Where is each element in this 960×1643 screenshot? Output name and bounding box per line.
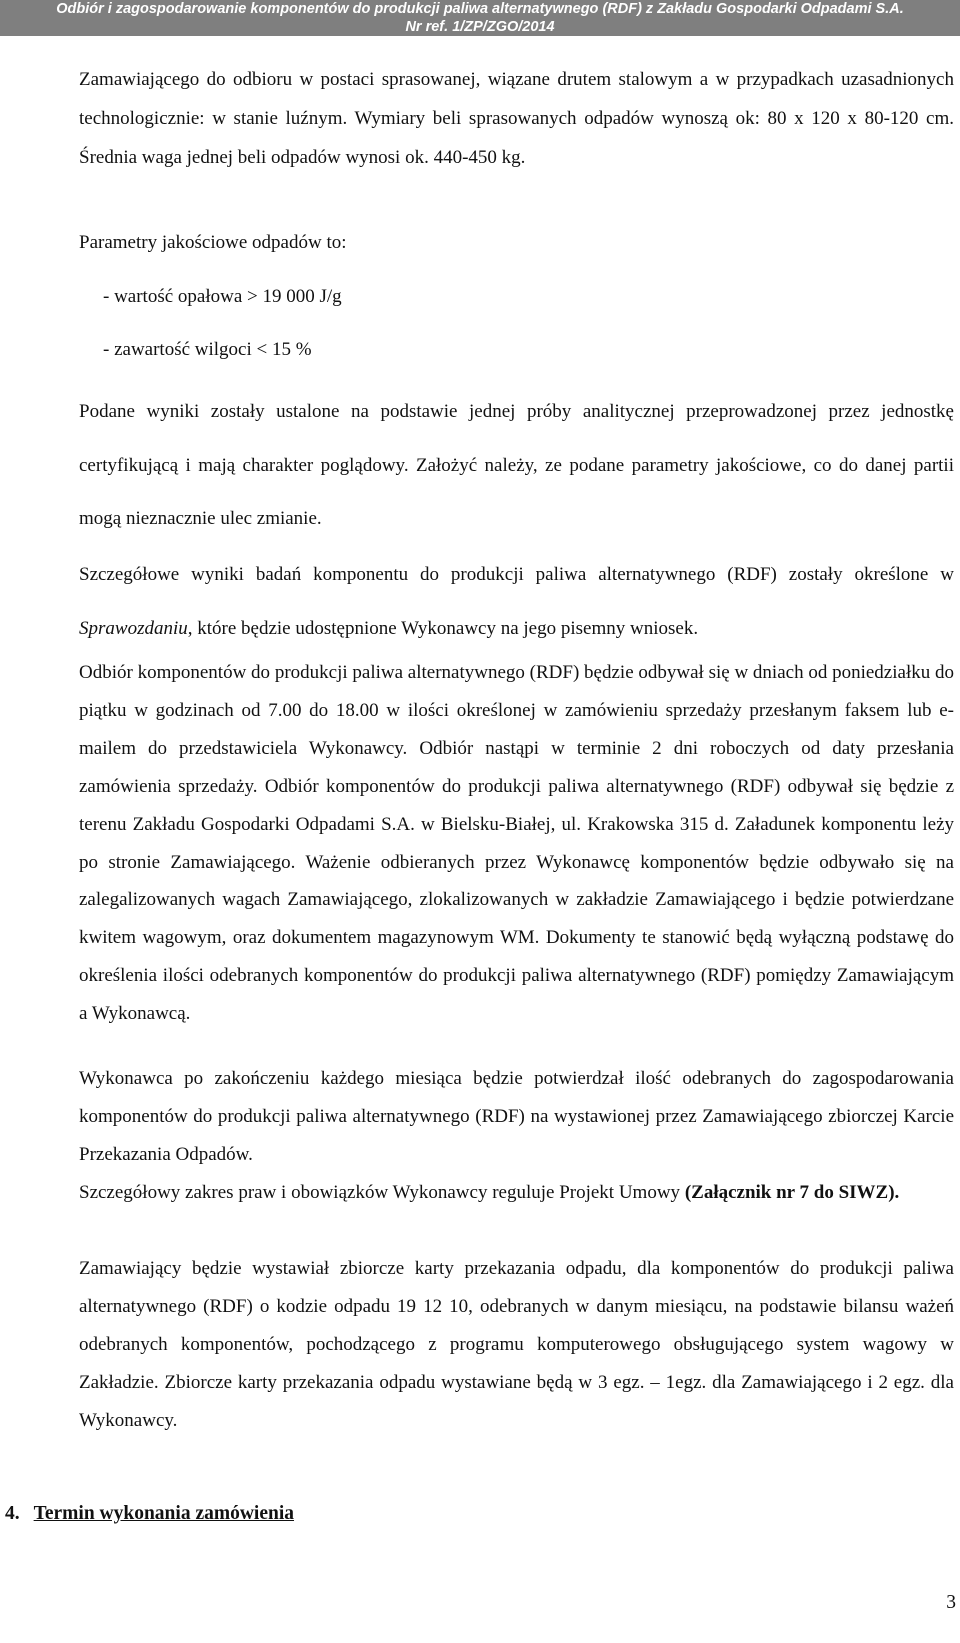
paragraph-quality-intro: Parametry jakościowe odpadów to: bbox=[79, 232, 347, 253]
paragraph-monthly-confirmation: Wykonawca po zakończeniu każdego miesiąca będzie potwierdzał ilość odebranych do zagospodarowania komponentów do produkcji paliwa alternatywnego (RDF) na wystawionej przez Zamawiającego zbiorczej Karcie Przekazania Odpadów. bbox=[79, 1068, 954, 1165]
page-header bbox=[0, 0, 960, 36]
paragraph-detailed-results bbox=[79, 548, 954, 655]
paragraph-results: Podane wyniki zostały ustalone na podstawie jednej próby analitycznej przeprowadzonej przez jednostkę certyfikującą i mają charakter poglądowy. Założyć należy, ze podane parametry jakościowe, co do danej partii mogą nieznacznie ulec zmianie. bbox=[79, 401, 954, 529]
quality-param-calorific: - wartość opałowa > 19 000 J/g bbox=[103, 286, 342, 307]
quality-param-moisture: - zawartość wilgoci < 15 % bbox=[103, 339, 312, 360]
section-number: 4. bbox=[5, 1503, 20, 1524]
header-title: Odbiór i zagospodarowanie komponentów do produkcji paliwa alternatywnego (RDF) z Zakładu Gospodarki Odpadami S.A. bbox=[56, 1, 904, 17]
paragraph-collection: Odbiór komponentów do produkcji paliwa alternatywnego (RDF) będzie odbywał się w dniach od poniedziałku do piątku w godzinach od 7.00 do 18.00 w ilości określonej w zamówieniu sprzedaży przesłanym faksem lub e-mailem do przedstawiciela Wykonawcy. Odbiór nastąpi w terminie 2 dni roboczych od daty przesłania zamówienia sprzedaży. Odbiór komponentów do produkcji paliwa alternatywnego (RDF) odbywał się będzie z terenu Zakładu Gospodarki Odpadami S.A. w Bielsku-Białej, ul. Krakowska 315 d. Załadunek komponentu leży po stronie Zamawiającego. Ważenie odbieranych przez Wykonawcę komponentów będzie odbywało się na zalegalizowanych wagach Zamawiającego, zlokalizowanych w zakładzie Zamawiającego i będzie potwierdzane kwitem wagowym, oraz dokumentem magazynowym WM. Dokumenty te stanowić będą wyłączną podstawę do określenia ilości odebranych komponentów do produkcji paliwa alternatywnego (RDF) pomiędzy Zamawiającym a Wykonawcą. bbox=[79, 662, 954, 1025]
report-name: Sprawozdaniu bbox=[79, 617, 188, 639]
paragraph-transfer-cards: Zamawiający będzie wystawiał zbiorcze karty przekazania odpadu, dla komponentów do produkcji paliwa alternatywnego (RDF) o kodzie odpadu 19 12 10, odebranych w danym miesiącu, na podstawie bilansu ważeń odebranych komponentów, pochodzącego z programu komputerowego obsługującego system wagowy w Zakładzie. Zbiorcze karty przekazania odpadu wystawiane będą w 3 egz. – 1egz. dla Zamawiającego i 2 egz. dla Wykonawcy. bbox=[79, 1258, 954, 1431]
section-heading bbox=[5, 1500, 294, 1528]
header-reference: Nr ref. 1/ZP/ZGO/2014 bbox=[405, 19, 555, 35]
detailed-results-text-end: , które będzie udostępnione Wykonawcy na jego pisemny wniosek. bbox=[187, 617, 699, 639]
rights-text: Szczegółowy zakres praw i obowiązków Wykonawcy reguluje Projekt Umowy bbox=[79, 1182, 685, 1203]
paragraph-rights-obligations bbox=[79, 1174, 954, 1212]
detailed-results-text-start: Szczegółowe wyniki badań komponentu do produkcji paliwa alternatywnego (RDF) zostały określone w bbox=[79, 564, 954, 585]
paragraph-bales: Zamawiającego do odbioru w postaci sprasowanej, wiązane drutem stalowym a w przypadkach uzasadnionych technologicznie: w stanie luźnym. Wymiary beli sprasowanych odpadów wynoszą ok: 80 x 120 x 80-120 cm. Średnia waga jednej beli odpadów wynosi ok. 440-450 kg. bbox=[79, 69, 954, 168]
page-number: 3 bbox=[946, 1592, 956, 1613]
attachment-reference: (Załącznik nr 7 do SIWZ). bbox=[684, 1182, 900, 1203]
section-title: Termin wykonania zamówienia bbox=[33, 1503, 295, 1524]
